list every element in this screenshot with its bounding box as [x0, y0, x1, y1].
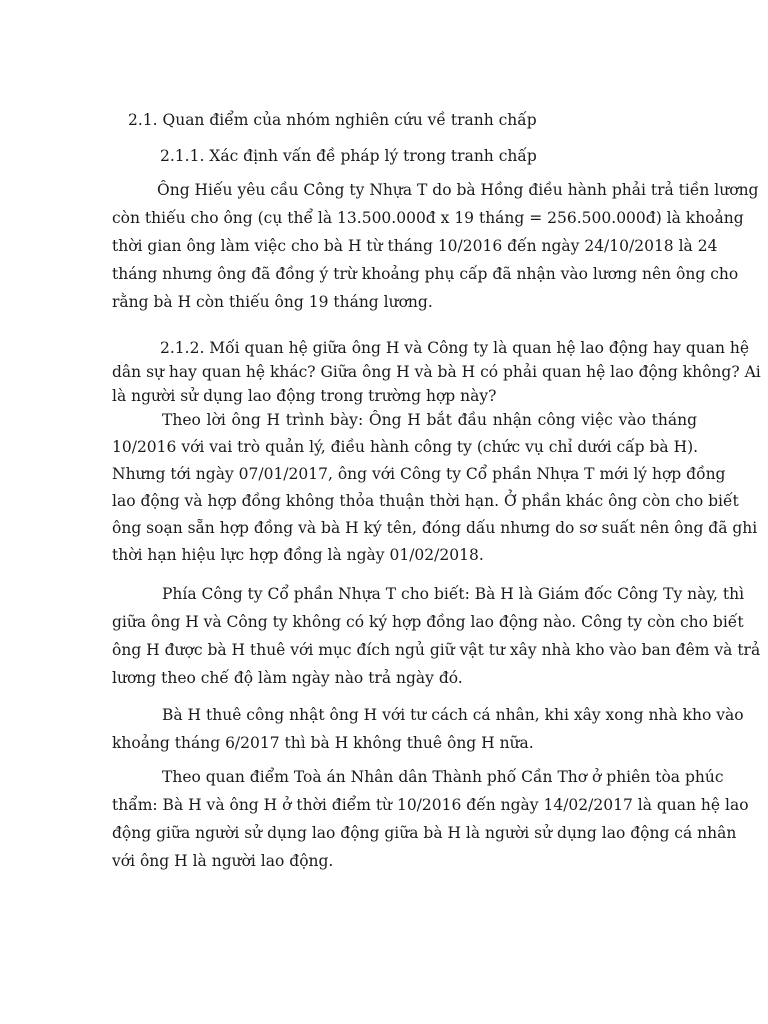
subsection-heading-1: 2.1.1. Xác định vấn đề pháp lý trong tranh chấp	[160, 147, 537, 165]
paragraph-1-line: còn thiếu cho ông (cụ thể là 13.500.000đ x 19 tháng = 256.500.000đ) là khoảng	[112, 209, 744, 227]
paragraph-3-line: lương theo chế độ làm ngày nào trả ngày đó.	[112, 669, 463, 687]
paragraph-5-line: Theo quan điểm Toà án Nhân dân Thành phố Cần Thơ ở phiên tòa phúc	[162, 768, 724, 786]
paragraph-2-line: Theo lời ông H trình bày: Ông H bắt đầu nhận công việc vào tháng	[162, 411, 697, 429]
paragraph-2-line: lao động và hợp đồng không thỏa thuận thời hạn. Ở phần khác ông còn cho biết	[112, 492, 739, 510]
paragraph-3-line: ông H được bà H thuê với mục đích ngủ giữ vật tư xây nhà kho vào ban đêm và trả	[112, 641, 761, 659]
paragraph-5-line: động giữa người sử dụng lao động giữa bà H là người sử dụng lao động cá nhân	[112, 824, 737, 842]
paragraph-4-line: Bà H thuê công nhật ông H với tư cách cá nhân, khi xây xong nhà kho vào	[162, 706, 744, 724]
paragraph-2-line: Nhưng tới ngày 07/01/2017, ông với Công ty Cổ phần Nhựa T mới lý hợp đồng	[112, 465, 726, 483]
paragraph-2-line: 10/2016 với vai trò quản lý, điều hành công ty (chức vụ chỉ dưới cấp bà H).	[112, 438, 699, 456]
paragraph-4-line: khoảng tháng 6/2017 thì bà H không thuê ông H nữa.	[112, 734, 534, 752]
paragraph-1-line: thời gian ông làm việc cho bà H từ tháng 10/2016 đến ngày 24/10/2018 là 24	[112, 237, 718, 255]
subsection-heading-2-line: là người sử dụng lao động trong trường hợp này?	[112, 387, 497, 405]
subsection-heading-2-line: 2.1.2. Mối quan hệ giữa ông H và Công ty là quan hệ lao động hay quan hệ	[160, 339, 750, 357]
paragraph-3-line: Phía Công ty Cổ phần Nhựa T cho biết: Bà H là Giám đốc Công Ty này, thì	[162, 585, 745, 603]
paragraph-2-line: thời hạn hiệu lực hợp đồng là ngày 01/02/2018.	[112, 546, 484, 564]
section-heading: 2.1. Quan điểm của nhóm nghiên cứu về tranh chấp	[128, 111, 537, 129]
paragraph-1-line: rằng bà H còn thiếu ông 19 tháng lương.	[112, 293, 433, 311]
paragraph-1-line: Ông Hiếu yêu cầu Công ty Nhựa T do bà Hồng điều hành phải trả tiền lương	[157, 181, 759, 199]
subsection-heading-2-line: dân sự hay quan hệ khác? Giữa ông H và bà H có phải quan hệ lao động không? Ai	[112, 363, 761, 381]
paragraph-2-line: ông soạn sẵn hợp đồng và bà H ký tên, đóng dấu nhưng do sơ suất nên ông đã ghi	[112, 519, 758, 537]
paragraph-1-line: tháng nhưng ông đã đồng ý trừ khoảng phụ cấp đã nhận vào lương nên ông cho	[112, 265, 739, 283]
paragraph-3-line: giữa ông H và Công ty không có ký hợp đồng lao động nào. Công ty còn cho biết	[112, 613, 744, 631]
paragraph-5-line: với ông H là người lao động.	[112, 852, 334, 870]
paragraph-5-line: thẩm: Bà H và ông H ở thời điểm từ 10/2016 đến ngày 14/02/2017 là quan hệ lao	[112, 796, 749, 814]
